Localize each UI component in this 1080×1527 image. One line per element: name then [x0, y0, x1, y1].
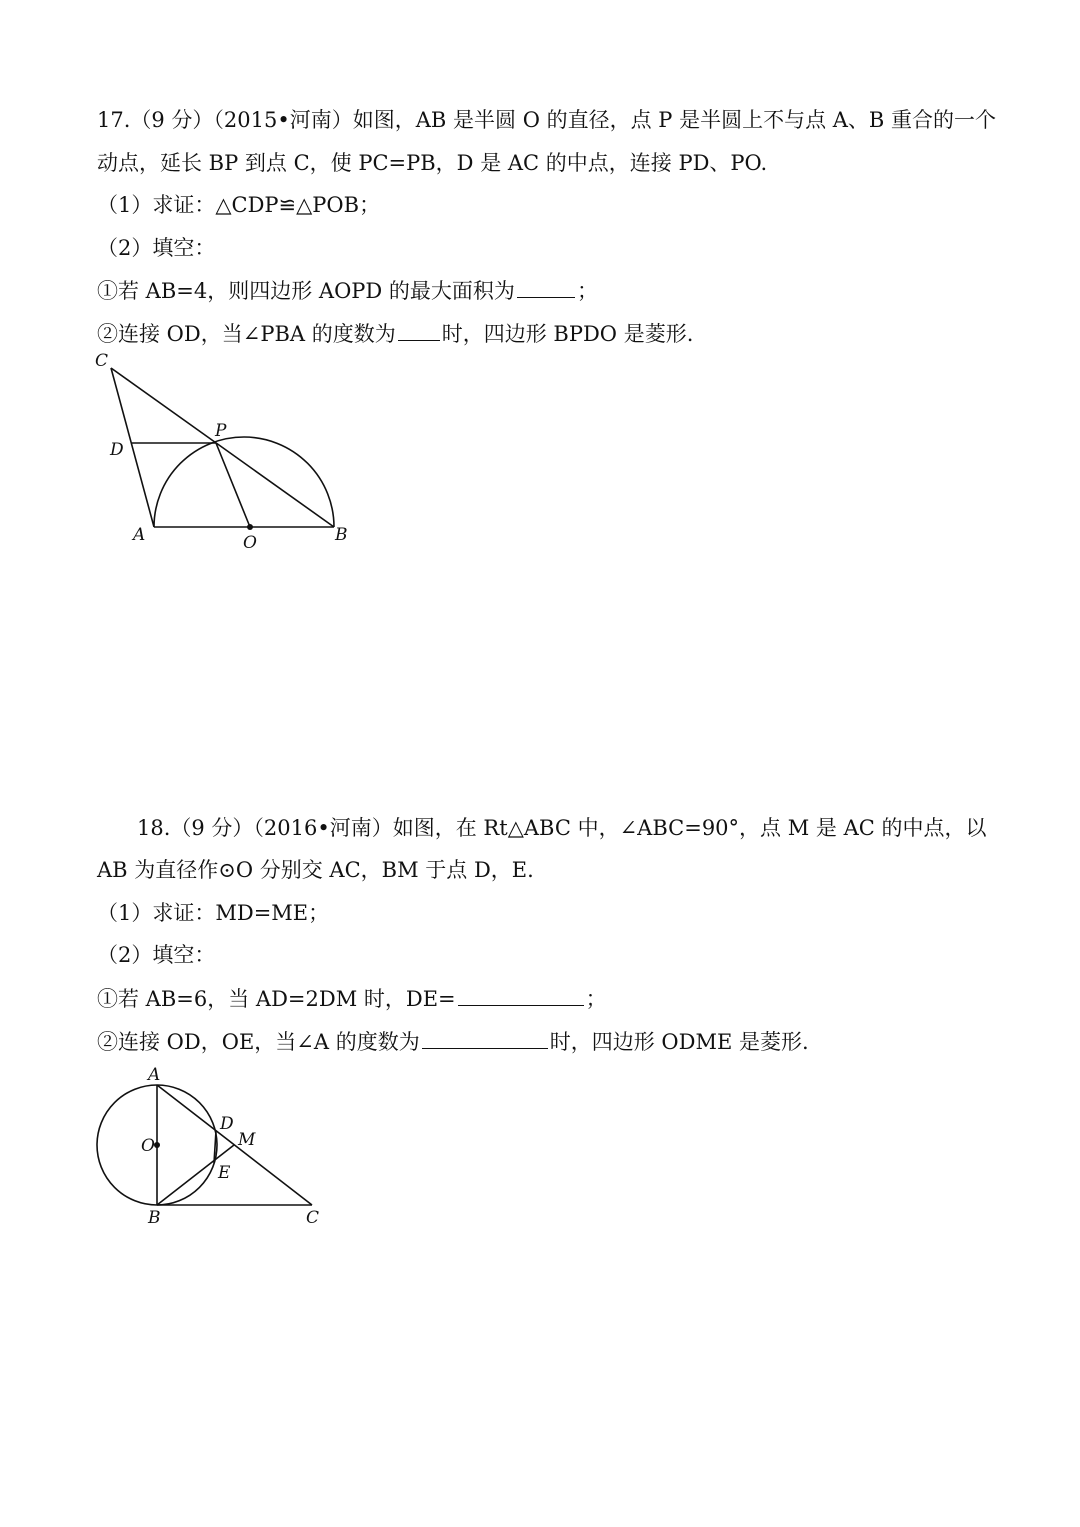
q18-label-b: B [148, 1208, 161, 1228]
q18-label-o: O [141, 1136, 155, 1156]
q17-sub1-end: ； [576, 279, 598, 303]
q18-sub1-end: ； [585, 987, 607, 1011]
q18-label-m: M [238, 1130, 256, 1150]
q17-stem-line-2: 动点，延长 BP 到点 C，使 PC=PB，D 是 AC 的中点，连接 PD、PO. [97, 151, 768, 175]
q17-label-c: C [95, 351, 109, 371]
q18-stem-line-1: 18.（9 分）（2016•河南）如图，在 Rt△ABC 中，∠ABC=90°，点 M 是 AC 的中点，以 [137, 816, 987, 840]
q18-label-e: E [218, 1163, 231, 1183]
q18-part-2: （2）填空： [97, 943, 216, 967]
q17-label-a: A [133, 525, 146, 545]
q17-part-1: （1）求证：△CDP≌△POB； [97, 193, 381, 217]
q17-label-d: D [110, 440, 124, 460]
q18-label-c: C [306, 1208, 320, 1228]
q18-part-1: （1）求证：MD=ME； [97, 901, 330, 925]
q17-stem-line-1: 17.（9 分）（2015•河南）如图，AB 是半圆 O 的直径，点 P 是半圆上不与点 A、B 重合的一个 [97, 108, 997, 132]
q17-sub1-text: ①若 AB=4，则四边形 AOPD 的最大面积为 [97, 279, 515, 303]
q17-part-2: （2）填空： [97, 236, 216, 260]
q18-label-d: D [220, 1114, 234, 1134]
q17-sub2-text: ②连接 OD，当∠PBA 的度数为 [97, 322, 396, 346]
q17-label-p: P [215, 421, 227, 441]
q18-stem-line-2: AB 为直径作⊙O 分别交 AC，BM 于点 D，E. [97, 858, 534, 882]
q18-label-a: A [148, 1065, 161, 1085]
q18-sub2-end: 时，四边形 ODME 是菱形. [549, 1030, 809, 1054]
q17-label-b: B [335, 525, 348, 545]
q18-sub1-text: ①若 AB=6，当 AD=2DM 时，DE= [97, 987, 456, 1011]
q18-sub2-text: ②连接 OD，OE，当∠A 的度数为 [97, 1030, 420, 1054]
q17-sub2-end: 时，四边形 BPDO 是菱形. [441, 322, 694, 346]
q17-label-o: O [243, 533, 257, 553]
